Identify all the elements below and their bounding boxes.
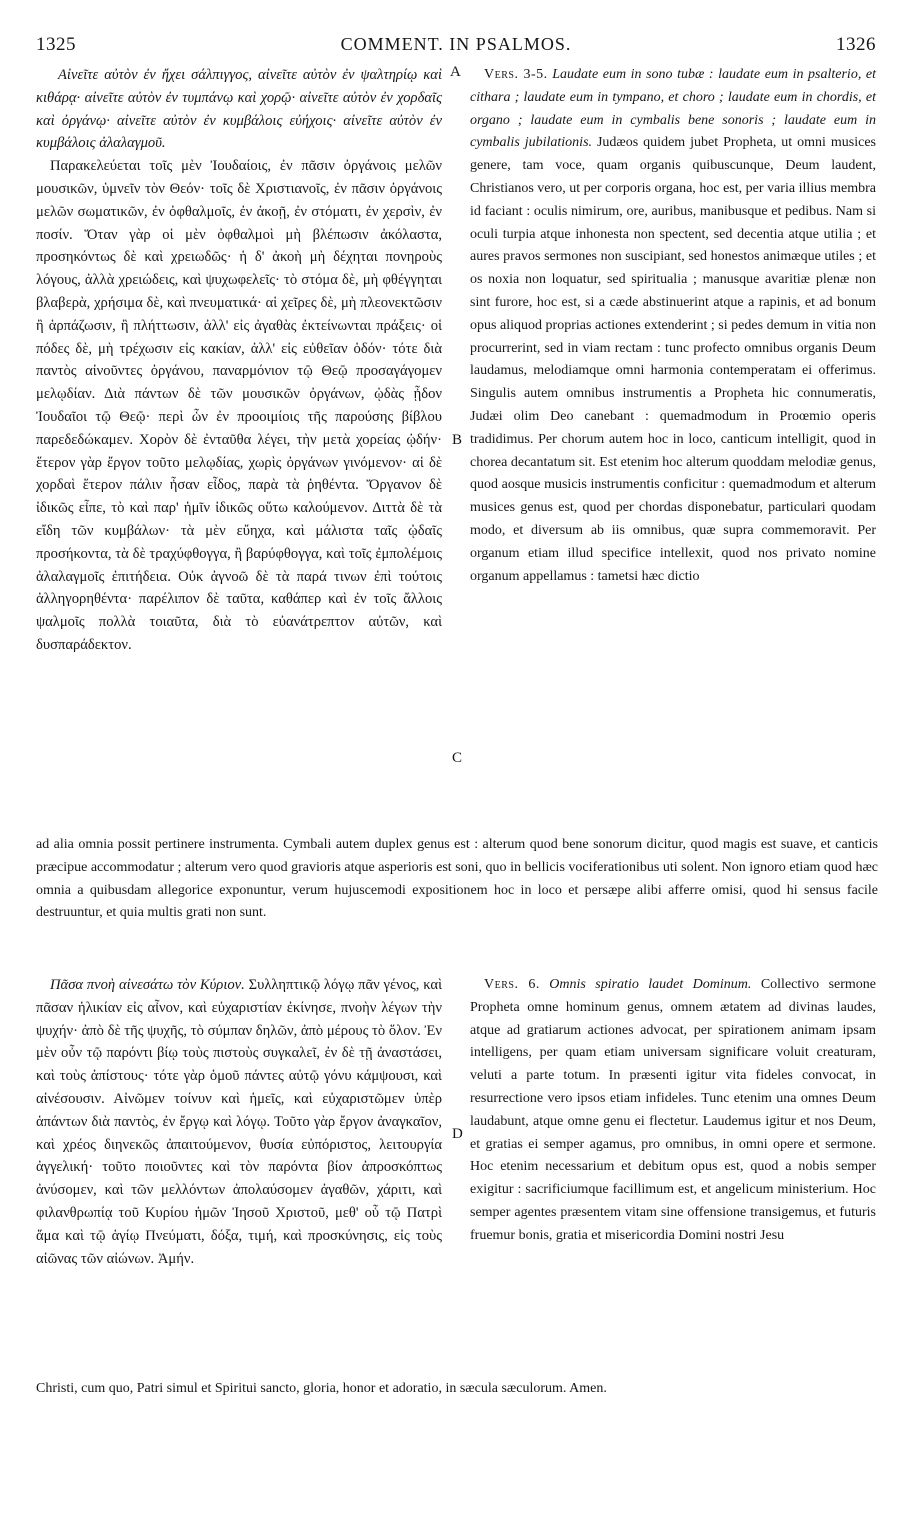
latin-verse-ref-1: Vers. 3-5. [484, 67, 548, 82]
latin-commentary-2: Collectivo sermone Propheta omne hominum genus, omnem ætatem ad divinas laudes, atque ad gratiarum actiones advocat, per spirationem animam ipsam intelligens, per quam etiam universam significare voluit creaturam, veluti a parte totum. In præsenti igitur vita fideles convocat, in resurrectione vero ipsos etiam infideles. Tunc etenim una omnes Deum laudabunt, atque omne genu ei flectetur. Laudemus igitur et nos Deum, et gratias ei semper agamus, pro omnibus, in omni opere et sermone. Hoc etenim necessarium et debitum opus est, quod a nobis semper exigitur : sacrificiumque facillimum est, et angelicum ministerium. Hoc semper agentes præsentem vitam sine offensione transigemus, et futuris fruemur bonis, gratia et misericordia Domini nostri Jesu [470, 977, 876, 1243]
page-number-right: 1326 [836, 34, 876, 55]
latin-lemma-2: Omnis spiratio laudet Dominum. [549, 977, 752, 992]
greek-column-1 [36, 64, 442, 657]
running-header [36, 34, 876, 58]
margin-letter-b: B [452, 432, 463, 448]
latin-fullwidth-text-1: ad alia omnia possit pertinere instrumenta. Cymbali autem duplex genus est : alterum quod bene sonorum dicitur, quod magis est suave, et canticis præcipue accommodatur ; alterum vero quod gravioris atque asperioris est soni, quo in bellicis vociferationibus uti solent. Non ignoro etiam quod hæc omnia a quibusdam allegorice exponuntur, verum hujuscemodi expositionem hoc in loco et persæpe alibi afferre omisi, quod hi sensus facile destruuntur, et quia multis grati non sunt. [36, 837, 878, 921]
latin-continuation-1 [36, 834, 878, 925]
greek-lemma-1: Αἰνεῖτε αὐτὸν ἐν ἤχει σάλπιγγος, αἰνεῖτε αὐτὸν ἐν ψαλτηρίῳ καὶ κιθάρᾳ· αἰνεῖτε αὐτὸν ἐν τυμπάνῳ καὶ χορῷ· αἰνεῖτε αὐτὸν ἐν χορδαῖς καὶ ὀργάνῳ· αἰνεῖτε αὐτὸν ἐν κυμβάλοις εὐήχοις· αἰνεῖτε αὐτὸν ἐν κυμβάλοις ἀλαλαγμοῦ. [36, 67, 442, 152]
latin-continuation-2 [36, 1378, 878, 1401]
greek-commentary-1: Παρακελεύεται τοῖς μὲν Ἰουδαίοις, ἐν πᾶσιν ὀργάνοις μελῶν μουσικῶν, ὑμνεῖν τὸν Θεόν· τοῖς δὲ Χριστιανοῖς, ἐν πᾶσιν ὀργάνοις μελῶν σωματικῶν, ἐν ὀφθαλμοῖς, ἐν ἀκοῇ, ἐν στόματι, ἐν χερσὶν, ἐν ποσίν. Ὅταν γὰρ οἱ μὲν ὀφθαλμοὶ μὴ βλέπωσιν ἀκόλαστα, προσηκόντως δὲ καὶ χρειωδῶς· ἡ δ' ἀκοὴ μὴ δέχηται πονηροὺς λόγους, ἀλλὰ χρειώδεις, καὶ ψυχωφελεῖς· τὸ στόμα δὲ, μὴ φθέγγηται βλαβερὰ, χρήσιμα δὲ, καὶ πνευματικά· αἱ χεῖρες δὲ, μὴ πλεονεκτῶσιν ἢ ἁρπάζωσιν, ἢ πλήττωσιν, ἀλλ' εἰς ἀγαθὰς ἐκτείνωνται πράξεις· οἱ πόδες δὲ, μὴ τρέχωσιν εἰς κακίαν, ἀλλ' εἰς εὐθεῖαν ὁδόν· τότε διὰ παντὸς αἰνοῦντες ὀργάνου, παναρμόνιον τῷ Θεῷ προσαγάγομεν μελῳδίαν. Διὰ πάντων δὲ τῶν μουσικῶν ὀργάνων, ᾠδὰς ᾖδον Ἰουδαῖοι τῷ Θεῷ· περὶ ὧν ἐν προοιμίοις τῆς παρούσης βίβλου παρεδεδώκαμεν. Χορὸν δὲ ἐνταῦθα λέγει, τὴν μετὰ χορείας ᾠδήν· ἕτερον γὰρ ἔργον τοῦτο μελῳδίας, χωρὶς ὀργάνων γινόμενον· αἱ δὲ χορδαὶ ἕτερον πάλιν ἦσαν εἶδος, παρὰ τὰ ῥηθέντα. Ὄργανον δὲ ἰδικῶς εἶπε, τὸ καὶ παρ' ἡμῖν ἰδικῶς οὕτω καλούμενον. Διττὰ δὲ τὰ εἴδη τῶν κυμβάλων· τὰ μὲν εὔηχα, καὶ μάλιστα ταῖς ᾠδαῖς προσήκοντα, τὰ δὲ τραχύφθογγα, ἢ βαρύφθογγα, καὶ τοῖς ἐμπολέμοις ἀλαλαγμοῖς ἐπιτήδεια. Οὐκ ἀγνοῶ δὲ τὰ παρά τινων ἐπὶ τούτοις ἀλληγορηθέντα· παρέλιπον δὲ ταῦτα, καθάπερ καὶ ἐν τοῖς ἄλλοις ψαλμοῖς πολλὰ τοιαῦτα, διὰ τὸ εὐανάτρεπτον αὐτῶν, καὶ δυσπαράδεκτον. [36, 158, 442, 653]
page-number-left: 1325 [36, 34, 76, 55]
running-title: COMMENT. IN PSALMOS. [340, 34, 572, 54]
greek-commentary-2: Συλληπτικῷ λόγῳ πᾶν γένος, καὶ πᾶσαν ἡλικίαν εἰς αἶνον, καὶ εὐχαριστίαν ἐκίνησε, πνοὴν λέγων τὴν ψυχήν· ἀπὸ δὲ τῆς ψυχῆς, τὸ σύμπαν δηλῶν, ἀπὸ μέρους τὸ ὅλον. Ἐν μὲν οὖν τῷ παρόντι βίῳ τοὺς πιστοὺς συγκαλεῖ, ἐν δὲ τῇ ἀναστάσει, καὶ τοὺς ἀπίστους· τότε γὰρ ὁμοῦ πάντες αὐτῷ γόνυ κάμψουσι, καὶ αἰνέσουσιν. Αἰνῶμεν τοίνυν καὶ ἡμεῖς, καὶ εὐχαριστῶμεν ὑπὲρ ἁπάντων διὰ παντὸς, ἐν ἔργῳ καὶ λόγῳ. Τοῦτο γὰρ ἔργον ἀναγκαῖον, καὶ χρέος διηνεκῶς ἀπαιτούμενον, θυσία εὐπόριστος, λειτουργία ἀγγελική· τοῦτο ποιοῦντες καὶ τὸν παρόντα βίον ἀπροσκόπτως ἀνύσομεν, καὶ τῶν μελλόντων ἀπολαύσομεν ἀγαθῶν, χάριτι, καὶ φιλανθρωπίᾳ τοῦ Κυρίου ἡμῶν Ἰησοῦ Χριστοῦ, μεθ' οὗ τῷ Πατρὶ ἅμα καὶ τῷ ἁγίῳ Πνεύματι, δόξα, τιμή, καὶ προσκύνησις, εἰς τοὺς αἰῶνας τῶν αἰώνων. Ἀμήν. [36, 977, 442, 1267]
greek-lemma-2: Πᾶσα πνοὴ αἰνεσάτω τὸν Κύριον. [50, 977, 245, 993]
latin-column-2 [470, 974, 876, 1248]
latin-verse-ref-2: Vers. 6. [484, 977, 540, 992]
margin-letter-a: A [450, 64, 461, 80]
latin-commentary-1: Judæos quidem jubet Propheta, ut omni musices genere, tam voce, quam organis quibuscunque, Deum laudent, Christianos vero, ut per corporis organa, hoc est, per varia illius membra id faciant : oculis nimirum, ore, auribus, manibusque et pedibus. Nam si oculi turpia atque inhonesta non spectent, sed decentia atque utilia ; et aures pravos sermones non suscipiant, sed honestos animæque utiles ; et os noxia non loquatur, sed spiritualia ; manusque avaritiæ plenæ non sint furore, hoc est, si a cæde abstinuerint atque a rapinis, et ad bonum opus aliquod proprias actiones extenderint ; si pedes demum in vitia non procurrerint, sed in viam rectam : tunc profecto omnibus organis Deum laudamus, melodiamque omni harmonia contemperatam ei offerimus. Singulis autem omnibus instrumentis a Propheta hic connumeratis, Judæi olim Deo canebant : quemadmodum in Proœmio operis tradidimus. Per chorum autem hoc in loco, canticum intelligit, quod in chorea decantatum sit. Est etenim hoc alterum quoddam melodiæ genus, quod aosque musicis instrumentis conficitur : quemadmodum et alterum musices genus est, quod per chordas disponebatur, particulari quodam modo, et diversum ab iis omnibus, quæ supra commemoravit. Per organum etiam illud specifice intellexit, quod nos privato nomine organum appellamus : tametsi hæc dictio [470, 135, 876, 584]
latin-lemma-1: Laudate eum in sono tubæ : laudate eum in psalterio, et cithara ; laudate eum in tympano, et choro ; laudate eum in chordis, et organo ; laudate eum in cymbalis bene sonoris ; laudate eum in cymbalis jubilationis. [470, 67, 876, 151]
margin-letter-c: C [452, 750, 463, 766]
margin-letter-d: D [452, 1126, 463, 1142]
greek-column-2 [36, 974, 442, 1270]
latin-fullwidth-text-2: Christi, cum quo, Patri simul et Spiritui sancto, gloria, honor et adoratio, in sæcula sæculorum. Amen. [36, 1381, 607, 1396]
latin-column-1 [470, 64, 876, 588]
